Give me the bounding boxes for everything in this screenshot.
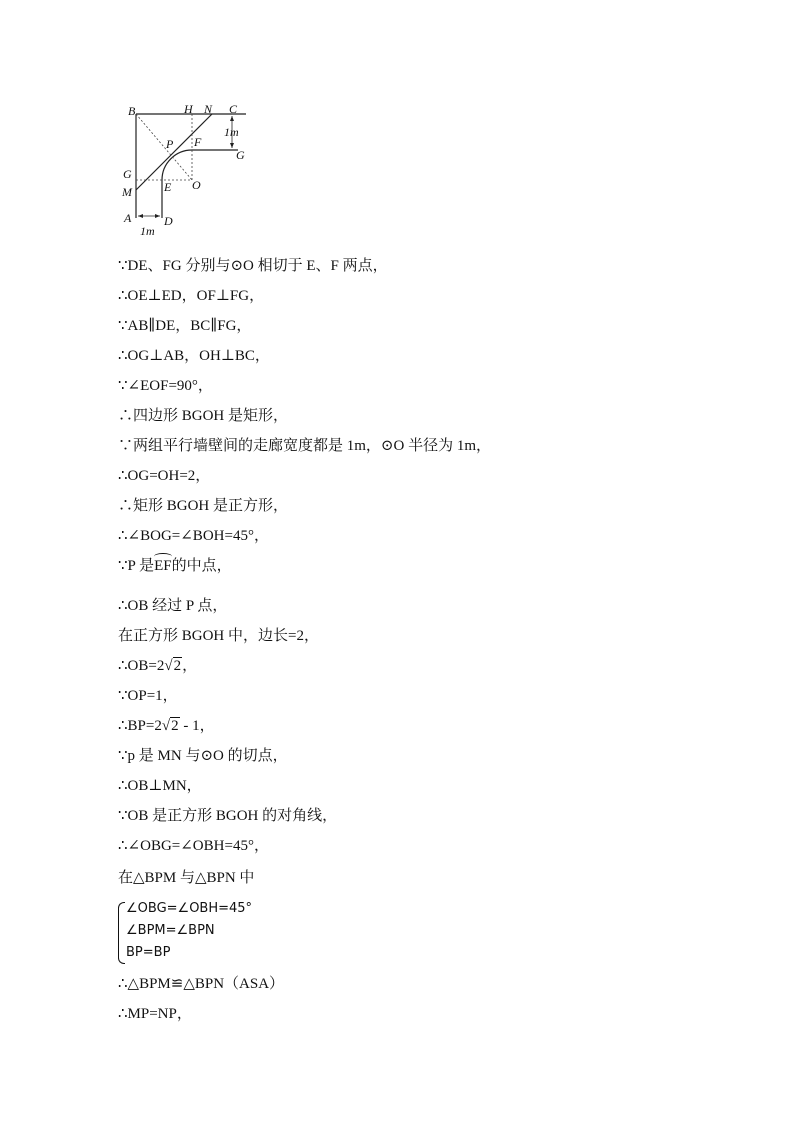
label-p: P bbox=[166, 137, 174, 151]
label-g-left: G bbox=[123, 167, 132, 181]
label-1m-right: 1m bbox=[224, 125, 239, 139]
proof-line-17: ∵p 是 MN 与⊙O 的切点， bbox=[118, 748, 288, 764]
equation-system bbox=[118, 900, 278, 966]
sqrt-symbol: √2 bbox=[161, 718, 179, 734]
proof-line-2: ∴OE⊥ED，OF⊥FG， bbox=[118, 288, 265, 304]
line-11-pre: ∵P 是 bbox=[118, 558, 155, 574]
label-d: D bbox=[164, 214, 173, 228]
proof-line-11 bbox=[118, 556, 232, 576]
arrowhead-left bbox=[138, 214, 143, 218]
proof-line-18: ∴OB⊥MN， bbox=[118, 778, 202, 794]
arc-ef-symbol: EF bbox=[154, 558, 172, 574]
label-c: C bbox=[229, 102, 238, 116]
label-m: M bbox=[122, 185, 132, 199]
label-b: B bbox=[128, 104, 136, 118]
label-h: H bbox=[184, 102, 193, 116]
proof-line-22: ∴△BPM≌△BPN（ASA） bbox=[118, 976, 285, 992]
sqrt-symbol: √2 bbox=[164, 658, 182, 674]
arrowhead-up bbox=[230, 116, 234, 121]
system-brace bbox=[118, 902, 125, 964]
line-16-pre: ∴BP=2 bbox=[118, 718, 162, 734]
label-f: F bbox=[194, 135, 202, 149]
proof-line-13: 在正方形 BGOH 中，边长=2， bbox=[118, 628, 319, 644]
proof-line-19: ∵OB 是正方形 BGOH 的对角线， bbox=[118, 808, 338, 824]
proof-line-10: ∴∠BOG=∠BOH=45°， bbox=[118, 528, 269, 544]
sqrt-radicand: 2 bbox=[171, 718, 179, 734]
proof-line-5: ∵∠EOF=90°， bbox=[118, 378, 213, 394]
proof-line-21: 在△BPM 与△BPN 中 bbox=[118, 870, 255, 886]
system-eq-3: BP=BP bbox=[126, 945, 171, 960]
proof-line-3: ∵AB∥DE，BC∥FG， bbox=[118, 318, 252, 334]
arc-ef bbox=[162, 150, 192, 180]
arrowhead-down bbox=[230, 143, 234, 148]
label-a: A bbox=[124, 211, 132, 225]
label-g-right: G bbox=[236, 148, 245, 162]
sqrt-radicand: 2 bbox=[173, 658, 182, 674]
label-o: O bbox=[192, 178, 201, 192]
label-n: N bbox=[204, 102, 213, 116]
proof-line-4: ∴OG⊥AB，OH⊥BC， bbox=[118, 348, 270, 364]
proof-line-1: ∵DE、FG 分别与⊙O 相切于 E、F 两点， bbox=[118, 258, 388, 274]
proof-line-20: ∴∠OBG=∠OBH=45°， bbox=[118, 838, 269, 854]
line-14-pre: ∴OB=2 bbox=[118, 658, 165, 674]
proof-line-9: ∴矩形 BGOH 是正方形， bbox=[118, 498, 289, 514]
proof-line-14 bbox=[118, 656, 197, 676]
proof-line-6: ∴四边形 BGOH 是矩形， bbox=[118, 408, 289, 424]
label-1m-bottom: 1m bbox=[140, 224, 155, 238]
system-eq-2: ∠BPM=∠BPN bbox=[126, 923, 215, 938]
label-e: E bbox=[164, 180, 172, 194]
proof-line-15: ∵OP=1， bbox=[118, 688, 178, 704]
line-11-post: 的中点， bbox=[171, 558, 232, 574]
proof-line-12: ∴OB 经过 P 点， bbox=[118, 598, 228, 614]
proof-line-16 bbox=[118, 716, 215, 736]
line-14-post: ， bbox=[182, 658, 198, 674]
line-16-post: - 1， bbox=[179, 718, 215, 734]
proof-line-7: ∵两组平行墙壁间的走廊宽度都是 1m，⊙O 半径为 1m， bbox=[118, 438, 491, 454]
geometry-diagram bbox=[116, 98, 256, 240]
arrowhead-right bbox=[155, 214, 160, 218]
proof-line-8: ∴OG=OH=2， bbox=[118, 468, 211, 484]
system-eq-1: ∠OBG=∠OBH=45° bbox=[126, 901, 253, 916]
proof-line-23: ∴MP=NP， bbox=[118, 1006, 192, 1022]
